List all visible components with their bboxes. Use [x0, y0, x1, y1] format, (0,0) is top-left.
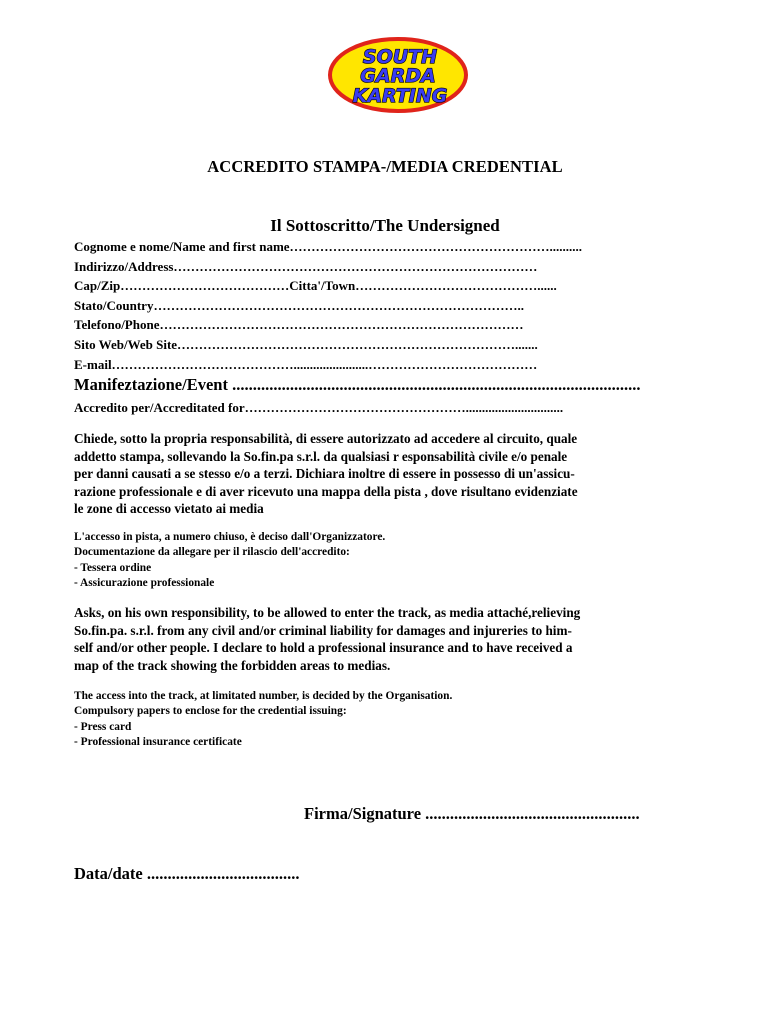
event-field[interactable]: Manifeztazione/Event ................................................................................................... [74, 375, 641, 395]
zip-town-field[interactable]: Cap/Zip…………………………………Citta'/Town……………………………………...... [74, 278, 557, 294]
text-line: Asks, on his own responsibility, to be allowed to enter the track, as media attaché,relieving [74, 605, 581, 620]
email-field[interactable]: E-mail…………………………………….......................………………………………… [74, 356, 538, 372]
italian-notes [74, 530, 714, 591]
signature-field[interactable]: Firma/Signature .................................................... [304, 804, 640, 823]
english-statement [74, 604, 714, 674]
text-line: razione professionale e di aver ricevuto una mappa della pista , dove risultano evidenziate [74, 483, 578, 499]
text-line: Documentazione da allegare per il rilascio dell'accredito: [74, 546, 350, 559]
text-line: The access into the track, at limitated number, is decided by the Organisation. [74, 690, 453, 702]
name-field[interactable]: Cognome e nome/Name and first name…………………………………………………….......... [74, 239, 583, 254]
list-item: - Tessera ordine [74, 561, 152, 574]
applicant-fields [74, 237, 702, 418]
south-garda-karting-logo [326, 36, 470, 114]
website-field[interactable]: Sito Web/Web Site……………………………………………………………………....... [74, 336, 538, 352]
country-field[interactable]: Stato/Country………………………………………………………………………….. [74, 297, 524, 313]
text-line: So.fin.pa. s.r.l. from any civil and/or criminal liability for damages and injureries to him- [74, 622, 572, 638]
list-item: - Press card [74, 720, 132, 733]
logo-line2: GARDA [360, 65, 436, 87]
italian-statement [74, 430, 714, 518]
document-title: ACCREDITO STAMPA-/MEDIA CREDENTIAL [207, 157, 563, 176]
address-field[interactable]: Indirizzo/Address………………………………………………………………………… [74, 258, 538, 274]
english-notes [74, 689, 714, 750]
text-line: addetto stampa, sollevando la So.fin.pa s.r.l. da qualsiasi r esponsabilità civile e/o penale [74, 448, 568, 464]
text-line: map of the track showing the forbidden areas to medias. [74, 657, 391, 673]
text-line: L'accesso in pista, a numero chiuso, è deciso dall'Organizzatore. [74, 531, 386, 543]
logo-line1: SOUTH [362, 46, 438, 68]
text-line: per danni causati a se stesso e/o a terzi. Dichiara inoltre di essere in possesso di un'assicu- [74, 466, 575, 482]
phone-field[interactable]: Telefono/Phone………………………………………………………………………… [74, 317, 524, 333]
text-line: Compulsory papers to enclose for the credential issuing: [74, 705, 347, 718]
logo-line3: KARTING [352, 85, 448, 107]
text-line: Chiede, sotto la propria responsabilità, di essere autorizzato ad accedere al circuito, quale [74, 431, 578, 446]
text-line: self and/or other people. I declare to hold a professional insurance and to have received a [74, 640, 573, 656]
text-line: le zone di accesso vietato ai media [74, 501, 264, 517]
undersigned-heading: Il Sottoscritto/The Undersigned [270, 216, 500, 235]
date-field[interactable]: Data/date ..................................... [74, 864, 300, 883]
list-item: - Professional insurance certificate [74, 735, 242, 748]
list-item: - Assicurazione professionale [74, 576, 215, 589]
accredited-for-field[interactable]: Accredito per/Accreditated for…………………………………………….............................. [74, 400, 564, 416]
